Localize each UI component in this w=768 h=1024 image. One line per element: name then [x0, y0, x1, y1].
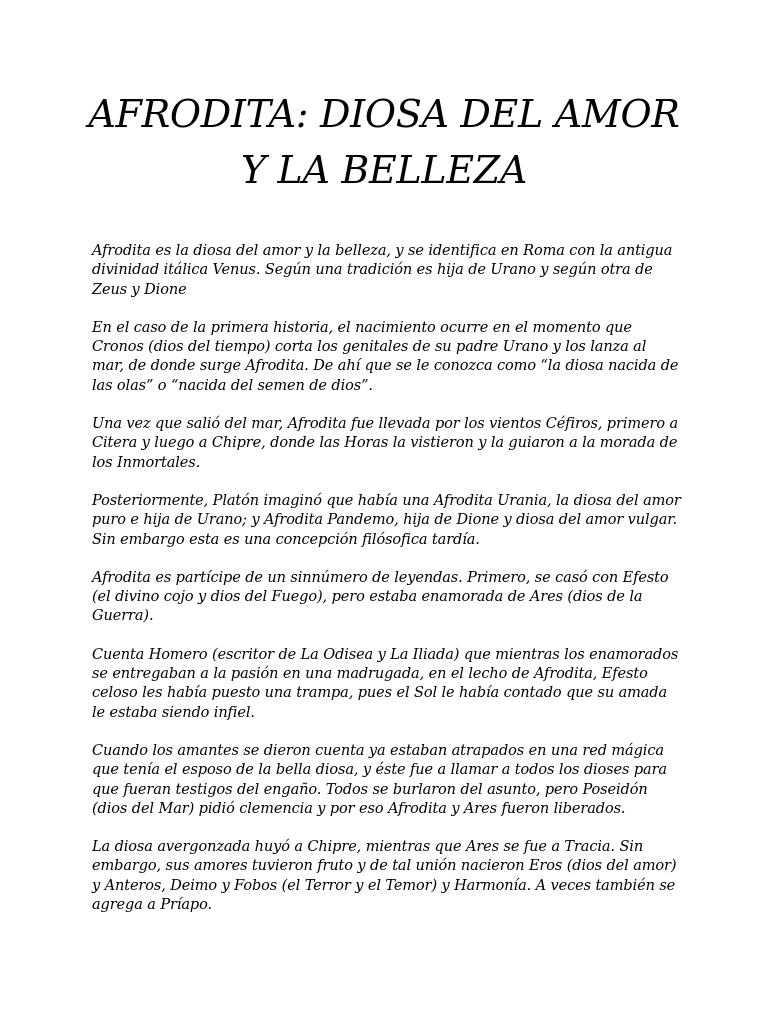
paragraph-2: En el caso de la primera historia, el nacimiento ocurre en el momento que Cronos (dios del tiempo) corta los genitales de su padre Urano y los lanza al mar, de donde surge Afrodita. De ahí que se le conozca como “la diosa nacida de las olas” o “nacida del semen de dios”.: [92, 319, 679, 394]
paragraph-1: Afrodita es la diosa del amor y la belleza, y se identifica en Roma con la antigua divinidad itálica Venus. Según una tradición es hija de Urano y según otra de Zeus y Dione: [92, 243, 673, 298]
paragraph-7: Cuando los amantes se dieron cuenta ya estaban atrapados en una red mágica que tenía el esposo de la bella diosa, y éste fue a llamar a todos los dioses para que fueran testigos del engaño. Todos se burlaron del asunto, pero Poseidón (dios del Mar) pidió clemencia y por eso Afrodita y Ares fueron liberados.: [92, 742, 667, 817]
paragraph-8: La diosa avergonzada huyó a Chipre, mientras que Ares se fue a Tracia. Sin embargo, sus amores tuvieron fruto y de tal unión nacieron Eros (dios del amor) y Anteros, Deimo y Fobos (el Terror y el Temor) y Harmonía. A veces también se agrega a Príapo.: [92, 839, 677, 914]
paragraph-5: Afrodita es partícipe de un sinnúmero de leyendas. Primero, se casó con Efesto (el divino cojo y dios del Fuego), pero estaba enamorada de Ares (dios de la Guerra).: [92, 569, 669, 625]
paragraph-4: Posteriormente, Platón imaginó que había una Afrodita Urania, la diosa del amor puro e hija de Urano; y Afrodita Pandemo, hija de Dione y diosa del amor vulgar. Sin embargo esta es una concepción filósofica tardía.: [92, 492, 681, 548]
paragraph-3: Una vez que salió del mar, Afrodita fue llevada por los vientos Céfiros, primero a Citera y luego a Chipre, donde las Horas la vistieron y la guiaron a la morada de los Inmortales.: [92, 416, 678, 471]
document-body: [92, 242, 682, 934]
paragraph-6: Cuenta Homero (escritor de La Odisea y La Iliada) que mientras los enamorados se entregaban a la pasión en una madrugada, en el lecho de Afrodita, Efesto celoso les había puesto una trampa, pues el Sol le había contado que su amada le estaba siendo infiel.: [92, 646, 679, 721]
document-title: AFRODITA: DIOSA DEL AMOR Y LA BELLEZA: [88, 92, 680, 192]
